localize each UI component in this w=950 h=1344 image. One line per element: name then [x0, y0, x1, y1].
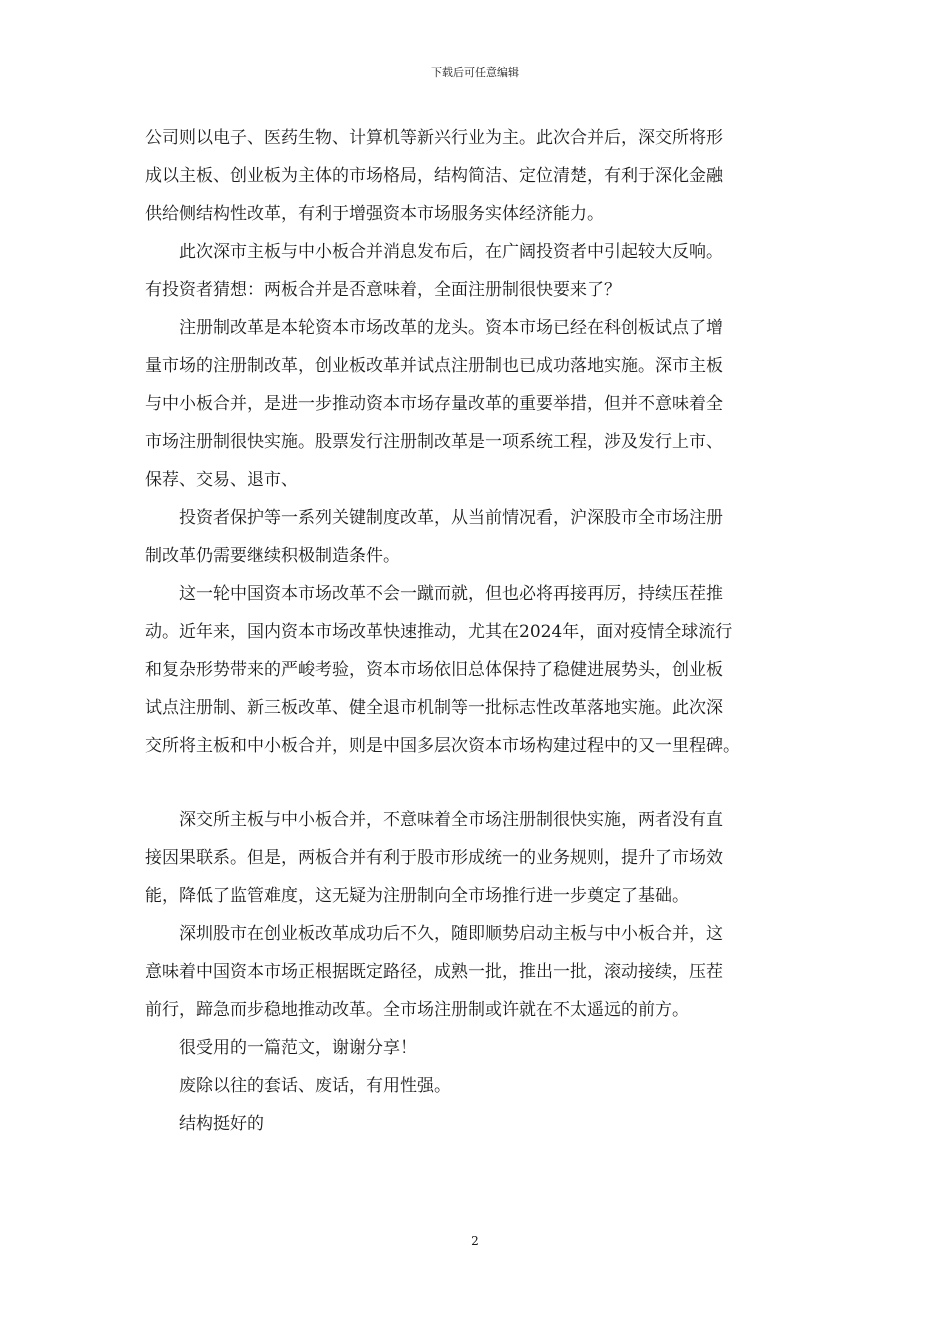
- text-line: 意味着中国资本市场正根据既定路径，成熟一批，推出一批，滚动接续，压茬: [145, 962, 723, 982]
- page-number: 2: [471, 1234, 479, 1248]
- text-line: 量市场的注册制改革，创业板改革并试点注册制也已成功落地实施。深市主板: [145, 356, 723, 376]
- text-line: 废除以往的套话、废话，有用性强。: [179, 1076, 451, 1096]
- text-line: 试点注册制、新三板改革、健全退市机制等一批标志性改革落地实施。此次深: [145, 698, 723, 718]
- text-line: 制改革仍需要继续积极制造条件。: [145, 546, 400, 566]
- text-line: 市场注册制很快实施。股票发行注册制改革是一项系统工程，涉及发行上市、: [145, 432, 723, 452]
- text-line: 很受用的一篇范文，谢谢分享！: [179, 1038, 417, 1058]
- text-line: 结构挺好的: [179, 1114, 264, 1134]
- text-line: 前行，蹄急而步稳地推动改革。全市场注册制或许就在不太遥远的前方。: [145, 1000, 689, 1020]
- text-line: 深交所主板与中小板合并，不意味着全市场注册制很快实施，两者没有直: [179, 810, 723, 830]
- text-line: 公司则以电子、医药生物、计算机等新兴行业为主。此次合并后，深交所将形: [145, 128, 723, 148]
- text-line: 此次深市主板与中小板合并消息发布后，在广阔投资者中引起较大反响。: [179, 242, 723, 262]
- text-line: 和复杂形势带来的严峻考验，资本市场依旧总体保持了稳健进展势头，创业板: [145, 660, 723, 680]
- text-line: 交所将主板和中小板合并，则是中国多层次资本市场构建过程中的又一里程碑。: [145, 736, 740, 756]
- text-line: 接因果联系。但是，两板合并有利于股市形成统一的业务规则，提升了市场效: [145, 848, 723, 868]
- text-line: 供给侧结构性改革，有利于增强资本市场服务实体经济能力。: [145, 204, 604, 224]
- text-line: 动。近年来，国内资本市场改革快速推动，尤其在2024年，面对疫情全球流行: [145, 622, 733, 642]
- text-line: 投资者保护等一系列关键制度改革，从当前情况看，沪深股市全市场注册: [179, 508, 723, 528]
- text-line: 有投资者猜想：两板合并是否意味着，全面注册制很快要来了？: [145, 280, 621, 300]
- text-line: 这一轮中国资本市场改革不会一蹴而就，但也必将再接再厉，持续压茬推: [179, 584, 723, 604]
- text-line: 成以主板、创业板为主体的市场格局，结构简洁、定位清楚，有利于深化金融: [145, 166, 723, 186]
- text-line: 注册制改革是本轮资本市场改革的龙头。资本市场已经在科创板试点了增: [179, 318, 723, 338]
- text-line: 保荐、交易、退市、: [145, 470, 298, 490]
- page-header: 下载后可任意编辑: [431, 66, 519, 79]
- paragraph-gap: [145, 765, 815, 801]
- document-body: [145, 119, 815, 1143]
- text-line: 深圳股市在创业板改革成功后不久，随即顺势启动主板与中小板合并，这: [179, 924, 723, 944]
- text-line: 与中小板合并，是进一步推动资本市场存量改革的重要举措，但并不意味着全: [145, 394, 723, 414]
- text-line: 能，降低了监管难度，这无疑为注册制向全市场推行进一步奠定了基础。: [145, 886, 689, 906]
